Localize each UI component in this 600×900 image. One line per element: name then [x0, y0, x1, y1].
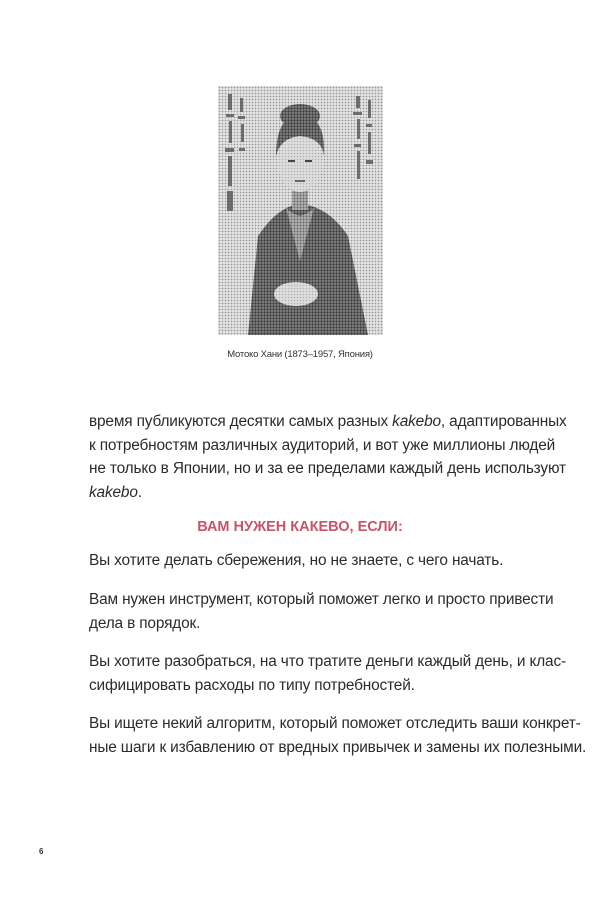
list-item: [89, 712, 587, 759]
list-item-line: дела в порядок.: [89, 614, 201, 632]
list-item-line: Вам нужен инструмент, который поможет легко и просто привести: [89, 591, 554, 608]
intro-line-1-italic: kakebo: [392, 413, 441, 430]
portrait-photo: [218, 86, 383, 335]
list-item: [89, 549, 519, 573]
intro-line-1-text: время публикуются десятки самых разных: [89, 413, 393, 430]
intro-line-1-rest: , адаптированных: [440, 413, 567, 430]
list-item: [89, 588, 554, 635]
portrait-image: [218, 86, 383, 335]
list-item-line: Вы ищете некий алгоритм, который поможет отследить ваши конкрет-: [89, 715, 581, 732]
list-item-line: Вы хотите делать сбережения, но не знаете, с чего начать.: [89, 552, 504, 569]
photo-caption: Мотоко Хани (1873–1957, Япония): [227, 349, 373, 360]
list-item-line: Вы хотите разобраться, на что тратите деньги каждый день, и клас-: [89, 653, 566, 670]
intro-line-2: к потребностям различных аудиторий, и вот уже миллионы людей: [89, 436, 556, 454]
intro-line-3: не только в Японии, но и за ее пределами каждый день используют: [89, 460, 566, 478]
intro-line-1: [89, 410, 567, 434]
list-item-line: сифицировать расходы по типу потребностей.: [89, 676, 415, 694]
intro-line-4-rest: .: [137, 483, 142, 501]
intro-paragraph: [89, 410, 567, 504]
list-item: [89, 650, 566, 697]
intro-line-4: [89, 481, 519, 505]
section-heading: ВАМ НУЖЕН КАКЕВО, ЕСЛИ:: [197, 519, 403, 535]
intro-line-4-italic: kakebo: [89, 483, 138, 501]
page-number: 6: [39, 847, 44, 856]
list-item-line: ные шаги к избавлению от вредных привычек и замены их полезными.: [89, 738, 587, 756]
